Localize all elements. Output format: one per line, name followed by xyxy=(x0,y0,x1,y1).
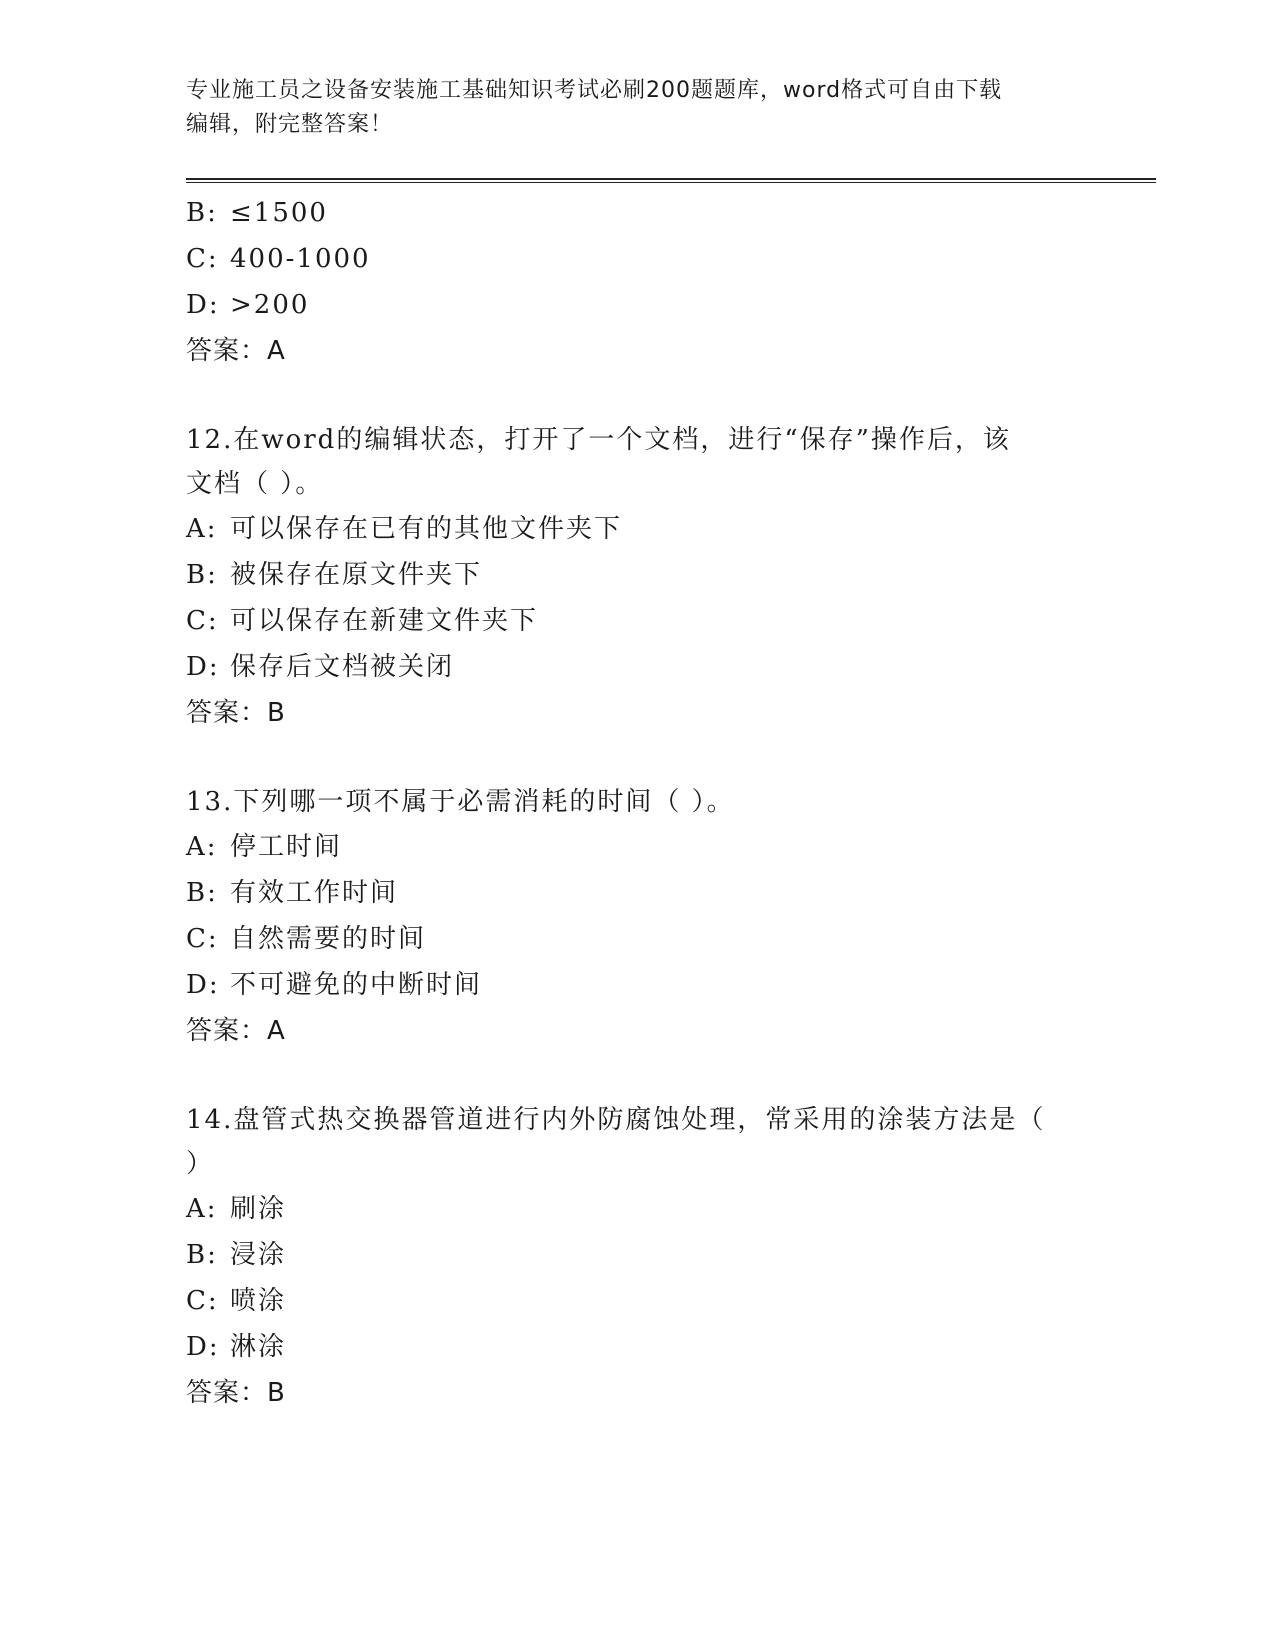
option-label: B: xyxy=(186,878,218,908)
option-text: 400-1000 xyxy=(230,244,371,274)
option-label: C: xyxy=(186,244,219,274)
question-content xyxy=(186,190,1086,1416)
option-text: 可以保存在新建文件夹下 xyxy=(230,606,539,636)
option-text: 保存后文档被关闭 xyxy=(230,652,455,682)
option-label: A: xyxy=(186,1194,218,1224)
question-stem-line-1: 12.在word的编辑状态，打开了一个文档，进行“保存”操作后，该 xyxy=(186,425,1011,455)
option-label: B: xyxy=(186,1240,218,1270)
option-text: 刷涂 xyxy=(230,1194,287,1224)
option-c xyxy=(186,1278,1086,1324)
question-stem-line-1: 13.下列哪一项不属于必需消耗的时间（ ）。 xyxy=(186,787,735,817)
question-stem-line-1: 14.盘管式热交换器管道进行内外防腐蚀处理，常采用的涂装方法是（ xyxy=(186,1105,1046,1135)
option-text: >200 xyxy=(230,290,310,320)
answer-line: 答案：A xyxy=(186,336,286,366)
option-c xyxy=(186,916,1086,962)
header-title-line-1: 专业施工员之设备安装施工基础知识考试必刷200题题库，word格式可自由下载 xyxy=(186,78,1003,103)
question-12 xyxy=(186,418,1086,736)
option-text: 停工时间 xyxy=(230,832,343,862)
option-label: B: xyxy=(186,560,218,590)
option-text: 有效工作时间 xyxy=(230,878,399,908)
option-text: 不可避免的中断时间 xyxy=(230,970,483,1000)
option-text: 被保存在原文件夹下 xyxy=(230,560,483,590)
option-text: 喷涂 xyxy=(230,1286,287,1316)
option-text: 可以保存在已有的其他文件夹下 xyxy=(230,514,623,544)
option-d xyxy=(186,644,1086,690)
answer-line: 答案：B xyxy=(186,698,286,728)
question-14 xyxy=(186,1098,1086,1416)
answer-line: 答案：A xyxy=(186,1016,286,1046)
option-label: A: xyxy=(186,514,218,544)
option-text: 自然需要的时间 xyxy=(230,924,427,954)
option-d xyxy=(186,1324,1086,1370)
question-13 xyxy=(186,780,1086,1054)
option-label: D: xyxy=(186,970,220,1000)
option-text: ≤1500 xyxy=(230,198,328,228)
option-label: D: xyxy=(186,652,220,682)
header-divider xyxy=(186,178,1156,183)
option-b xyxy=(186,552,1086,598)
option-label: C: xyxy=(186,1286,219,1316)
option-c xyxy=(186,236,1086,282)
option-b xyxy=(186,190,1086,236)
option-d xyxy=(186,282,1086,328)
header-title-line-2: 编辑，附完整答案！ xyxy=(186,112,394,137)
option-text: 浸涂 xyxy=(230,1240,287,1270)
option-label: C: xyxy=(186,924,219,954)
question-stem-line-2: ） xyxy=(186,1149,215,1179)
option-a xyxy=(186,1186,1086,1232)
option-c xyxy=(186,598,1086,644)
option-a xyxy=(186,824,1086,870)
option-label: B: xyxy=(186,198,218,228)
option-label: C: xyxy=(186,606,219,636)
option-text: 淋涂 xyxy=(230,1332,287,1362)
prev-question-block xyxy=(186,190,1086,374)
document-header xyxy=(186,74,1086,142)
option-label: A: xyxy=(186,832,218,862)
option-label: D: xyxy=(186,290,220,320)
option-d xyxy=(186,962,1086,1008)
question-stem-line-2: 文档（ ）。 xyxy=(186,469,324,499)
answer-line: 答案：B xyxy=(186,1378,286,1408)
option-b xyxy=(186,870,1086,916)
option-a xyxy=(186,506,1086,552)
option-b xyxy=(186,1232,1086,1278)
option-label: D: xyxy=(186,1332,220,1362)
